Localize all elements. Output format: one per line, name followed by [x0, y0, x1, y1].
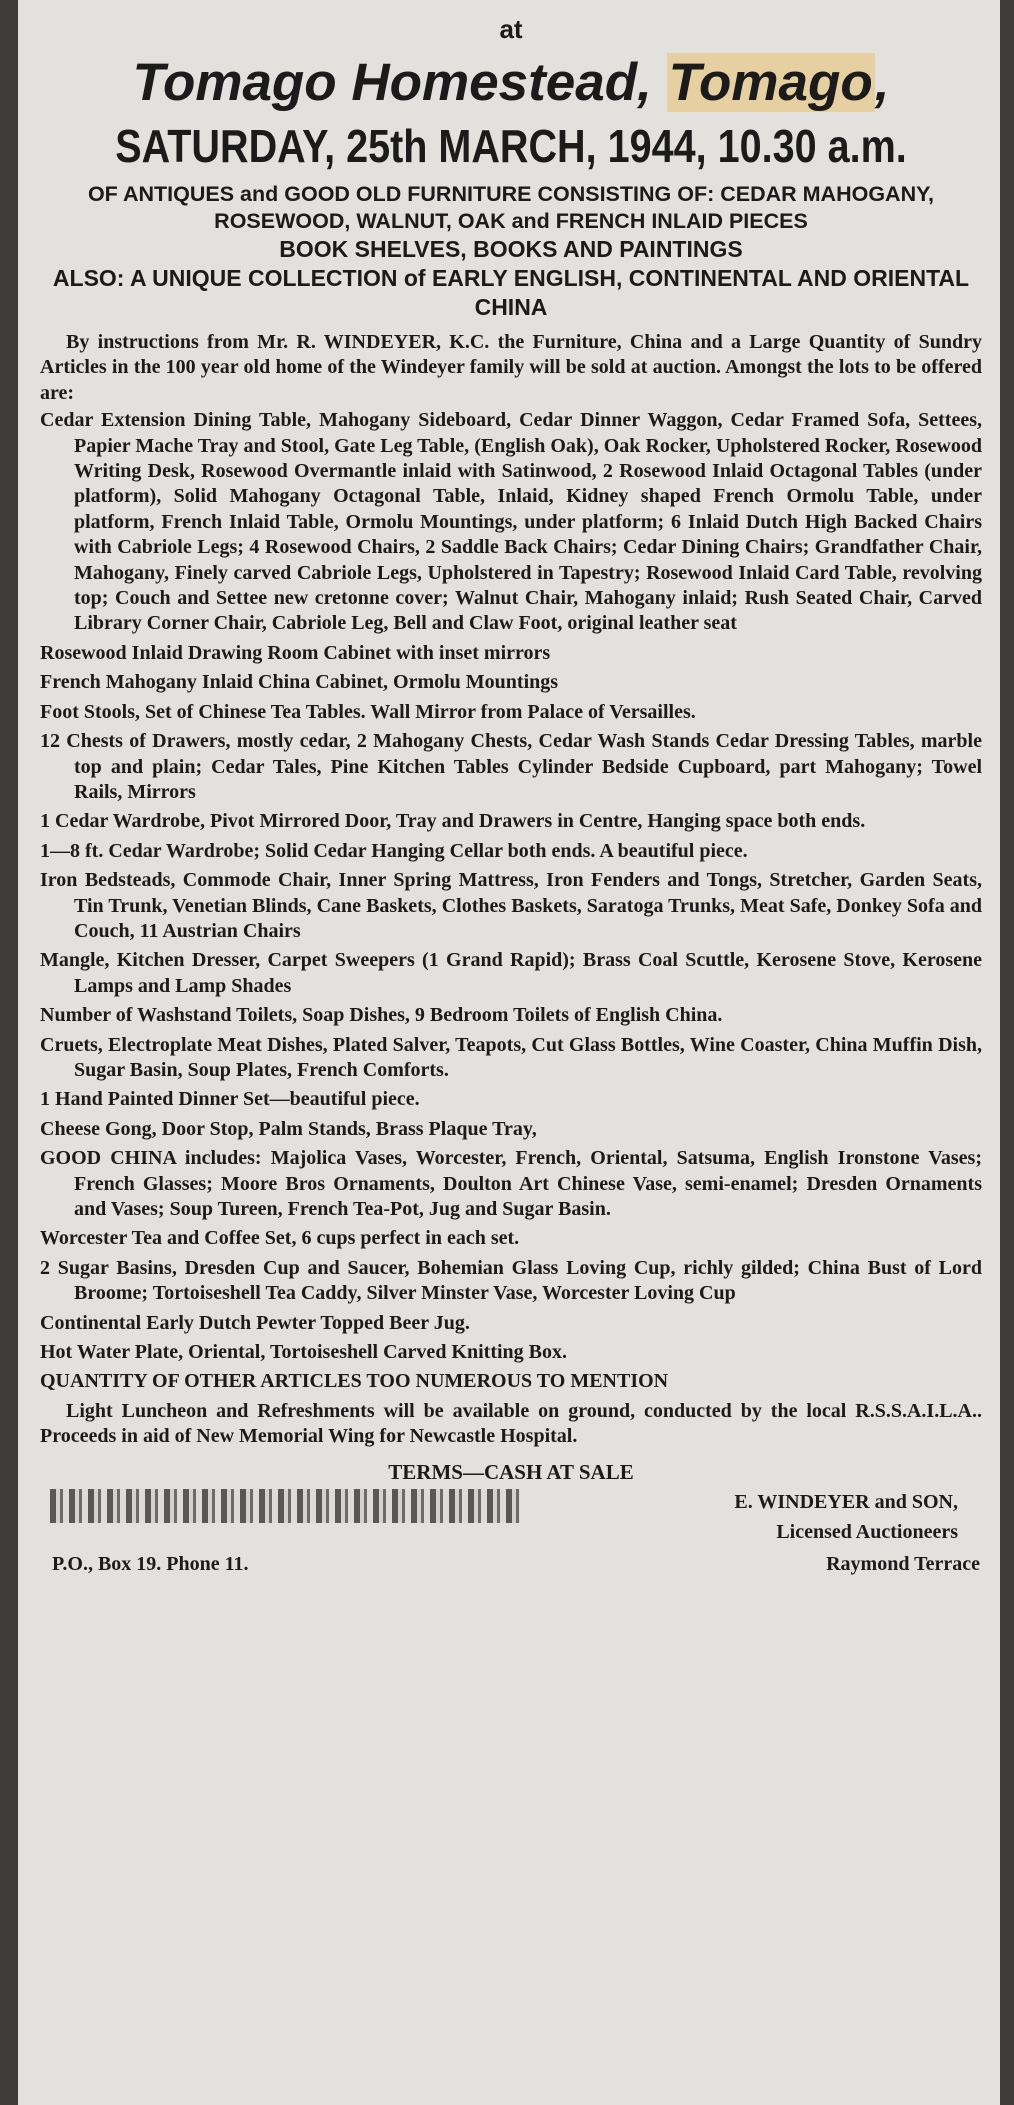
auctioneer-role: Licensed Auctioneers: [776, 1520, 958, 1543]
advert-body: [40, 330, 982, 1450]
lot-item: 12 Chests of Drawers, mostly cedar, 2 Mahogany Chests, Cedar Wash Stands Cedar Dressing Tables, marble top and plain; Cedar Tales, Pine Kitchen Tables Cylinder Bedside Cupboard, part Mahogany; Towel Rails, Mirrors: [40, 730, 982, 803]
lot-item: 1 Hand Painted Dinner Set—beautiful piece.: [40, 1088, 420, 1111]
intro-paragraph: By instructions from Mr. R. WINDEYER, K.C. the Furniture, China and a Large Quantity of Sundry Articles in the 100 year old home of the Windeyer family will be sold at auction. Amongst the lots to be offered are:: [40, 331, 982, 404]
header-at: at: [499, 14, 523, 44]
lot-item: Cedar Extension Dining Table, Mahogany Sideboard, Cedar Dinner Waggon, Cedar Framed Sofa, Settees, Papier Mache Tray and Stool, Gate Leg Table, (English Oak), Oak Rocker, Upholstered Rocker, Rosewood Writing Desk, Rosewood Overmantle inlaid with Satinwood, 2 Rosewood Inlaid Octagonal Tables (under platform), Solid Mahogany Octagonal Table, Inlaid, Kidney shaped French Ormolu Table, under platform, French Inlaid Table, Ormolu Mountings, under platform; 6 Inlaid Dutch High Backed Chairs with Cabriole Legs; 4 Rosewood Chairs, 2 Saddle Back Chairs; Cedar Dining Chairs; Grandfather Chair, Mahogany, Finely carved Cabriole Legs, Upholstered in Tapestry; Rosewood Inlaid Card Table, revolving top; Couch and Settee new cretonne cover; Walnut Chair, Mahogany inlaid; Rush Seated Chair, Carved Library Corner Chair, Cabriole Leg, Bell and Claw Foot, original leather seat: [40, 409, 982, 635]
lot-item: 1—8 ft. Cedar Wardrobe; Solid Cedar Hanging Cellar both ends. A beautiful piece.: [40, 839, 748, 862]
lot-list: [40, 408, 982, 1395]
lot-item: Iron Bedsteads, Commode Chair, Inner Spring Mattress, Iron Fenders and Tongs, Stretcher, Garden Seats, Tin Trunk, Venetian Blinds, Cane Baskets, Clothes Baskets, Saratoga Trunks, Meat Safe, Donkey Sofa and Couch, 11 Austrian Chairs: [40, 869, 982, 942]
lot-item: 1 Cedar Wardrobe, Pivot Mirrored Door, Tray and Drawers in Centre, Hanging space both ends.: [40, 810, 866, 833]
lot-item: Mangle, Kitchen Dresser, Carpet Sweepers (1 Grand Rapid); Brass Coal Scuttle, Kerosene Stove, Kerosene Lamps and Lamp Shades: [40, 949, 982, 997]
lot-item: Cruets, Electroplate Meat Dishes, Plated Salver, Teapots, Cut Glass Bottles, Wine Coaster, China Muffin Dish, Sugar Basin, Soup Plates, French Comforts.: [40, 1033, 982, 1081]
lot-item: Hot Water Plate, Oriental, Tortoiseshell Carved Knitting Box.: [40, 1341, 568, 1364]
newspaper-clipping: [18, 0, 1000, 2105]
footer: [40, 1485, 982, 1605]
auctioneer-place: Raymond Terrace: [826, 1552, 980, 1575]
subheading-china: ALSO: A UNIQUE COLLECTION of EARLY ENGLISH, CONTINENTAL AND ORIENTAL CHINA: [52, 265, 970, 320]
lot-item: Number of Washstand Toilets, Soap Dishes, 9 Bedroom Toilets of English China.: [40, 1004, 723, 1027]
subheading-books: BOOK SHELVES, BOOKS AND PAINTINGS: [279, 236, 743, 262]
title-homestead: Tomago Homestead,: [132, 53, 667, 112]
lot-item: Cheese Gong, Door Stop, Palm Stands, Brass Plaque Tray,: [40, 1117, 537, 1140]
page-title: [40, 51, 982, 115]
lot-item: 2 Sugar Basins, Dresden Cup and Saucer, Bohemian Glass Loving Cup, richly gilded; China Bust of Lord Broome; Tortoiseshell Tea Caddy, Silver Minster Vase, Worcester Loving Cup: [40, 1256, 982, 1305]
smudged-print: [50, 1489, 520, 1523]
lot-item: Rosewood Inlaid Drawing Room Cabinet with inset mirrors: [40, 641, 551, 664]
lot-item: QUANTITY OF OTHER ARTICLES TOO NUMEROUS TO MENTION: [40, 1370, 669, 1393]
po-box-phone: P.O., Box 19. Phone 11.: [52, 1552, 249, 1575]
sale-date: SATURDAY, 25th MARCH, 1944, 10.30 a.m.: [115, 120, 907, 172]
terms-line: TERMS—CASH AT SALE: [388, 1459, 634, 1484]
lot-item: GOOD CHINA includes: Majolica Vases, Worcester, French, Oriental, Satsuma, English Ironstone Vases; French Glasses; Moore Bros Ornaments, Doulton Art Chinese Vase, semi-enamel; Dresden Ornaments and Vases; Soup Tureen, French Tea-Pot, Jug and Sugar Basin.: [40, 1147, 982, 1220]
title-highlighted-word: Tomago: [668, 53, 873, 112]
luncheon-note: Light Luncheon and Refreshments will be available on ground, conducted by the local R.S.S.A.I.L.A.. Proceeds in aid of New Memorial Wing for Newcastle Hospital.: [40, 1399, 982, 1448]
lot-item: Foot Stools, Set of Chinese Tea Tables. Wall Mirror from Palace of Versailles.: [40, 700, 696, 723]
subheading-antiques: OF ANTIQUES and GOOD OLD FURNITURE CONSISTING OF: CEDAR MAHOGANY, ROSEWOOD, WALNUT, OAK and FRENCH INLAID PIECES: [87, 182, 935, 233]
lot-item: French Mahogany Inlaid China Cabinet, Ormolu Mountings: [40, 671, 559, 694]
lot-item: Worcester Tea and Coffee Set, 6 cups perfect in each set.: [40, 1227, 520, 1250]
title-comma: ,: [874, 53, 890, 112]
lot-item: Continental Early Dutch Pewter Topped Beer Jug.: [40, 1311, 470, 1334]
auctioneer-name: E. WINDEYER and SON,: [734, 1490, 958, 1513]
